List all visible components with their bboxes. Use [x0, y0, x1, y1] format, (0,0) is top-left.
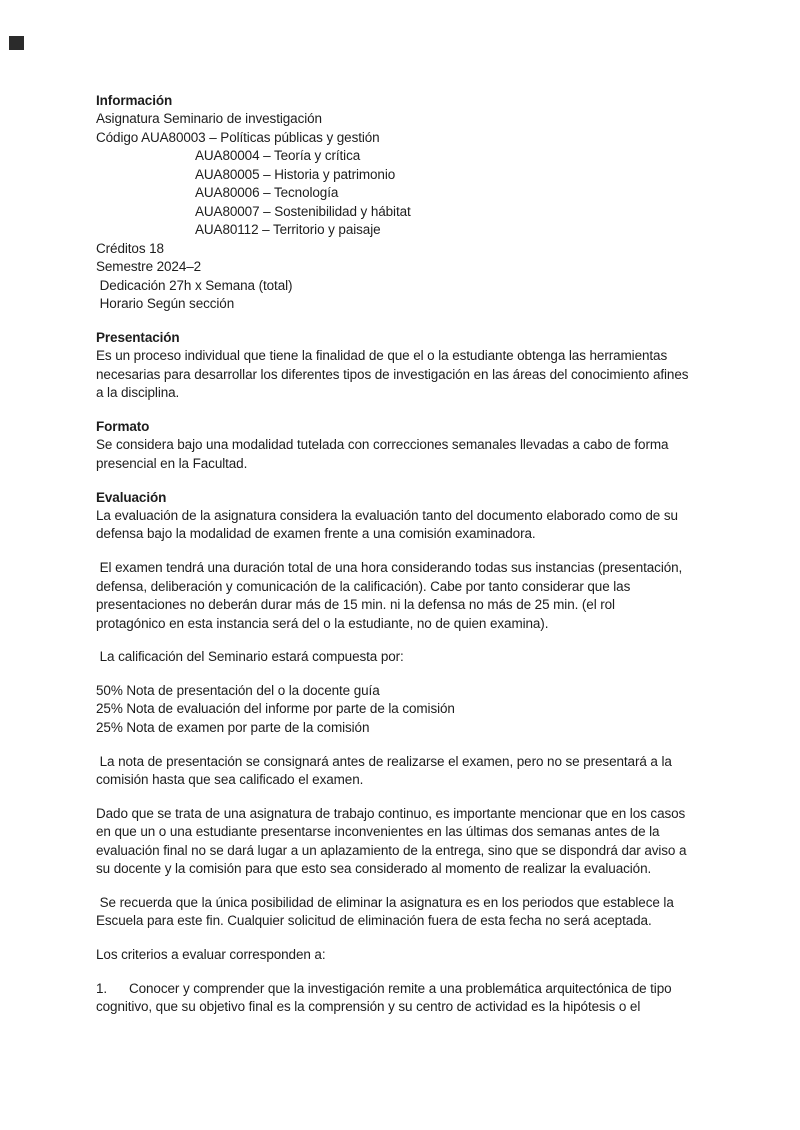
- blank-line: [96, 403, 786, 418]
- indented-text-line: AUA80112 – Territorio y paisaje: [195, 222, 381, 238]
- text-line: La nota de presentación se consignará antes de realizarse el examen, pero no se presentará a la: [96, 753, 672, 769]
- text-line: defensa bajo la modalidad de examen frente a una comisión examinadora.: [96, 526, 536, 542]
- text-line: Los criterios a evaluar corresponden a:: [96, 947, 326, 963]
- blank-line: [96, 931, 786, 946]
- text-line: Es un proceso individual que tiene la finalidad de que el o la estudiante obtenga las herramientas: [96, 348, 668, 364]
- indented-text-line: AUA80004 – Teoría y crítica: [195, 148, 361, 164]
- text-line: Horario Según sección: [96, 295, 235, 311]
- blank-line: [96, 313, 786, 328]
- blank-line: [96, 473, 786, 488]
- text-line: defensa, deliberación y comunicación de la calificación). Cabe por tanto considerar que las: [96, 578, 631, 594]
- text-line: Escuela para este fin. Cualquier solicitud de eliminación fuera de esta fecha no será aceptada.: [96, 913, 652, 929]
- text-line: a la disciplina.: [96, 385, 180, 401]
- text-line: La calificación del Seminario estará compuesta por:: [96, 649, 404, 665]
- text-line: Se recuerda que la única posibilidad de eliminar la asignatura es en los periodos que establece la: [96, 894, 674, 910]
- text-line: 50% Nota de presentación del o la docente guía: [96, 683, 380, 699]
- section-heading: Evaluación: [96, 489, 167, 505]
- text-line: La evaluación de la asignatura considera la evaluación tanto del documento elaborado como de su: [96, 507, 678, 523]
- blank-line: [96, 544, 786, 559]
- text-line: 25% Nota de evaluación del informe por parte de la comisión: [96, 701, 455, 717]
- text-line: presentaciones no deberán durar más de 15 min. ni la defensa no más de 25 min. (el rol: [96, 597, 615, 613]
- text-line: su docente y la comisión para que esto sea considerado al momento de realizar la evaluación.: [96, 861, 652, 877]
- section-heading: Presentación: [96, 329, 180, 345]
- text-line: Dado que se trata de una asignatura de trabajo continuo, es importante mencionar que en los casos: [96, 805, 686, 821]
- text-line: Semestre 2024–2: [96, 259, 202, 275]
- text-line: 1. Conocer y comprender que la investigación remite a una problemática arquitectónica de tipo: [96, 980, 672, 996]
- blank-line: [96, 790, 786, 805]
- blank-line: [96, 965, 786, 980]
- text-line: necesarias para desarrollar los diferentes tipos de investigación en las áreas del conocimiento afines: [96, 366, 689, 382]
- text-line: Créditos 18: [96, 240, 164, 256]
- text-line: Dedicación 27h x Semana (total): [96, 277, 293, 293]
- text-line: cognitivo, que su objetivo final es la comprensión y su centro de actividad es la hipótesis o el: [96, 999, 641, 1015]
- document-content: [96, 92, 786, 1017]
- text-line: presencial en la Facultad.: [96, 455, 248, 471]
- text-line: Código AUA80003 – Políticas públicas y gestión: [96, 129, 380, 145]
- text-line: Asignatura Seminario de investigación: [96, 111, 322, 127]
- text-line: protagónico en esta instancia será del o la estudiante, no de quien examina).: [96, 615, 549, 631]
- text-line: 25% Nota de examen por parte de la comisión: [96, 719, 370, 735]
- text-line: comisión hasta que sea calificado el examen.: [96, 772, 364, 788]
- text-line: en que un o una estudiante presentarse inconvenientes en las últimas dos semanas antes de la: [96, 824, 660, 840]
- blank-line: [96, 633, 786, 648]
- text-line: Se considera bajo una modalidad tutelada con correcciones semanales llevadas a cabo de forma: [96, 437, 669, 453]
- blank-line: [96, 667, 786, 682]
- blank-line: [96, 737, 786, 752]
- indented-text-line: AUA80007 – Sostenibilidad y hábitat: [195, 203, 411, 219]
- indented-text-line: AUA80006 – Tecnología: [195, 185, 339, 201]
- section-heading: Información: [96, 93, 173, 108]
- text-line: El examen tendrá una duración total de una hora considerando todas sus instancias (presentación,: [96, 560, 683, 576]
- page-corner-marker: [9, 36, 24, 50]
- section-heading: Formato: [96, 418, 150, 434]
- text-line: evaluación final no se dará lugar a un aplazamiento de la entrega, sino que se dispondrá dar aviso a: [96, 842, 687, 858]
- indented-text-line: AUA80005 – Historia y patrimonio: [195, 166, 396, 182]
- blank-line: [96, 879, 786, 894]
